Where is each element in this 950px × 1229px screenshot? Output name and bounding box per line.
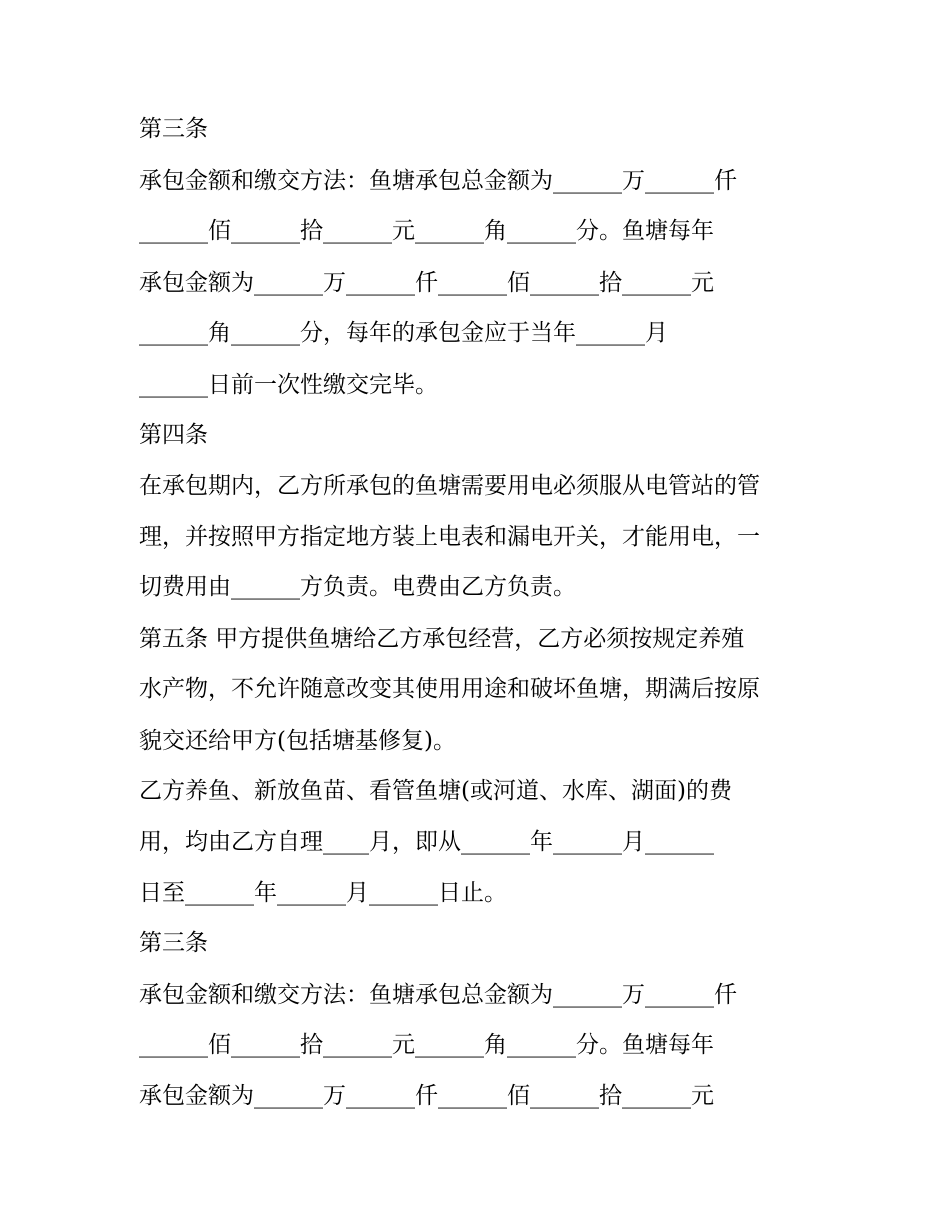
paragraph-line: ______佰______拾______元______角______分。鱼塘每年 <box>139 218 714 244</box>
paragraph-line: ______佰______拾______元______角______分。鱼塘每年 <box>139 1032 714 1058</box>
paragraph-line: 日至______年______月______日止。 <box>139 880 507 906</box>
paragraph-line: 在承包期内，乙方所承包的鱼塘需要用电必须服从电管站的管 <box>139 473 760 499</box>
paragraph-line: 水产物，不允许随意改变其使用用途和破坏鱼塘，期满后按原 <box>139 676 760 702</box>
paragraph-line: 理，并按照甲方指定地方装上电表和漏电开关，才能用电，一 <box>139 524 760 550</box>
article-heading: 第四条 <box>139 422 208 448</box>
article-heading: 第三条 <box>139 930 208 956</box>
paragraph-line: ______角______分，每年的承包金应于当年______月 <box>139 320 668 346</box>
paragraph-line: 用，均由乙方自理____月，即从______年______月______ <box>139 829 714 855</box>
paragraph-line: 切费用由______方负责。电费由乙方负责。 <box>139 574 576 600</box>
paragraph-line: 承包金额和缴交方法：鱼塘承包总金额为______万______仟 <box>139 168 737 194</box>
paragraph-line: 乙方养鱼、新放鱼苗、看管鱼塘(或河道、水库、湖面)的费 <box>139 778 732 804</box>
paragraph-line: 承包金额为______万______仟______佰______拾______元 <box>139 1083 714 1109</box>
paragraph-line: 承包金额为______万______仟______佰______拾______元 <box>139 270 714 296</box>
paragraph-line: 貌交还给甲方(包括塘基修复)。 <box>139 728 456 754</box>
paragraph-line: 承包金额和缴交方法：鱼塘承包总金额为______万______仟 <box>139 982 737 1008</box>
paragraph-line: 第五条 甲方提供鱼塘给乙方承包经营，乙方必须按规定养殖 <box>139 626 745 652</box>
article-heading: 第三条 <box>139 116 208 142</box>
paragraph-line: ______日前一次性缴交完毕。 <box>139 372 438 398</box>
